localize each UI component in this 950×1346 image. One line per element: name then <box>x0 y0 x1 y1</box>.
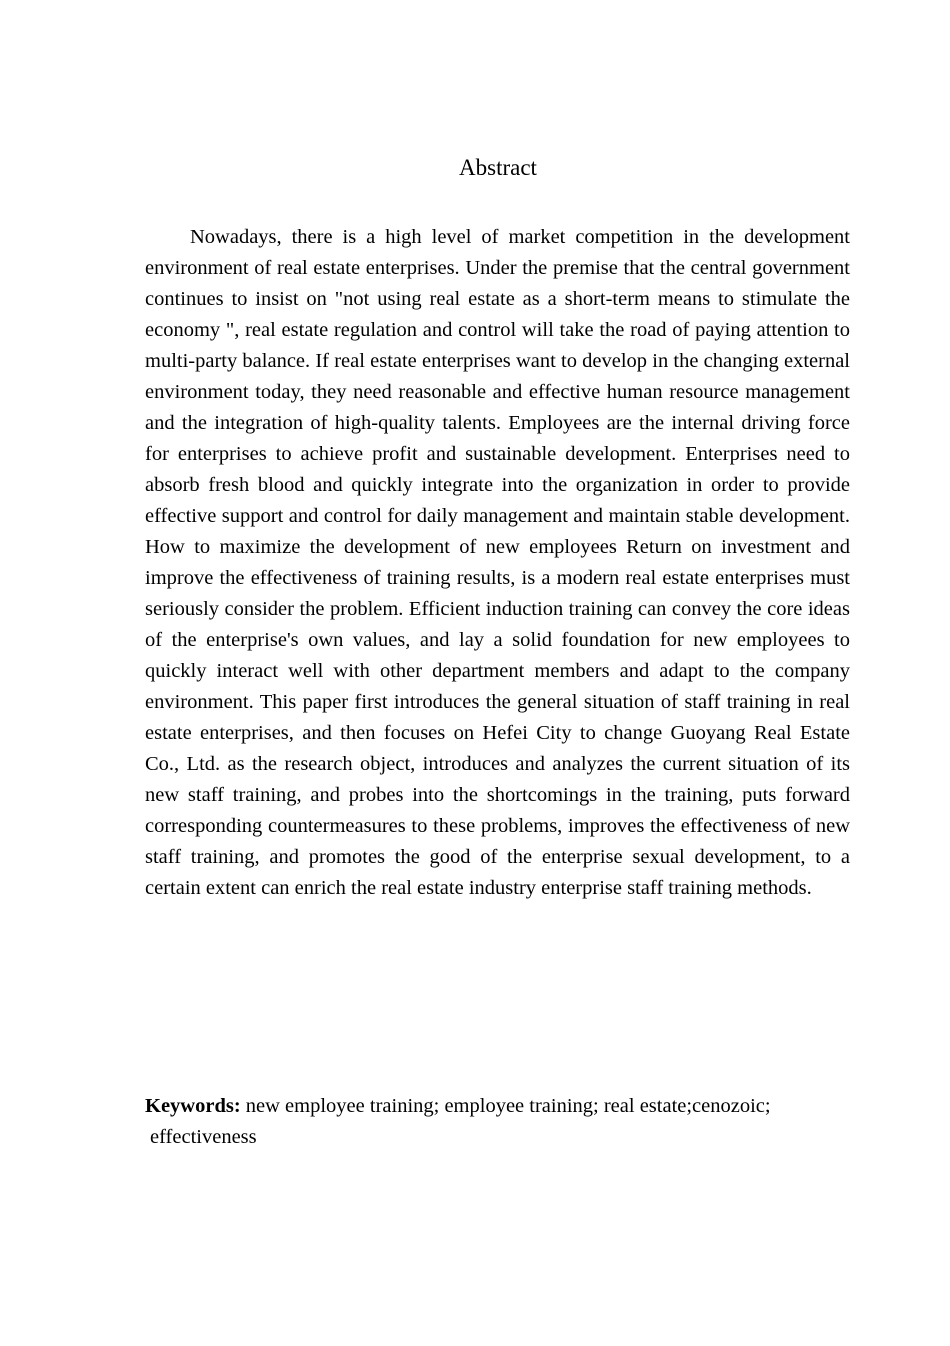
keywords-label: Keywords: <box>145 1095 241 1117</box>
abstract-title: Abstract <box>459 155 537 180</box>
abstract-body-text: Nowadays, there is a high level of market competition in the development environment of real estate enterprises. Under the premise that the central government continues to insist on "not using real estate as a short-term means to stimulate the economy ", real estate regulation and control will take the road of paying attention to multi-party balance. If real estate enterprises want to develop in the changing external environment today, they need reasonable and effective human resource management and the integration of high-quality talents. Employees are the internal driving force for enterprises to achieve profit and sustainable development. Enterprises need to absorb fresh blood and quickly integrate into the organization in order to provide effective support and control for daily management and maintain stable development. How to maximize the development of new employees Return on investment and improve the effectiveness of training results, is a modern real estate enterprises must seriously consider the problem. Efficient induction training can convey the core ideas of the enterprise's own values, and lay a solid foundation for new employees to quickly interact well with other department members and adapt to the company environment. This paper first introduces the general situation of staff training in real estate enterprises, and then focuses on Hefei City to change Guoyang Real Estate Co., Ltd. as the research object, introduces and analyzes the current situation of its new staff training, and probes into the shortcomings in the training, puts forward corresponding countermeasures to these problems, improves the effectiveness of new staff training, and promotes the good of the enterprise sexual development, to a certain extent can enrich the real estate industry enterprise staff training methods. <box>145 226 850 899</box>
keywords-list-continued: effectiveness <box>150 1126 257 1148</box>
keywords-list: new employee training; employee training; real estate;cenozoic; <box>240 1095 771 1117</box>
keywords-section <box>145 1091 850 1153</box>
